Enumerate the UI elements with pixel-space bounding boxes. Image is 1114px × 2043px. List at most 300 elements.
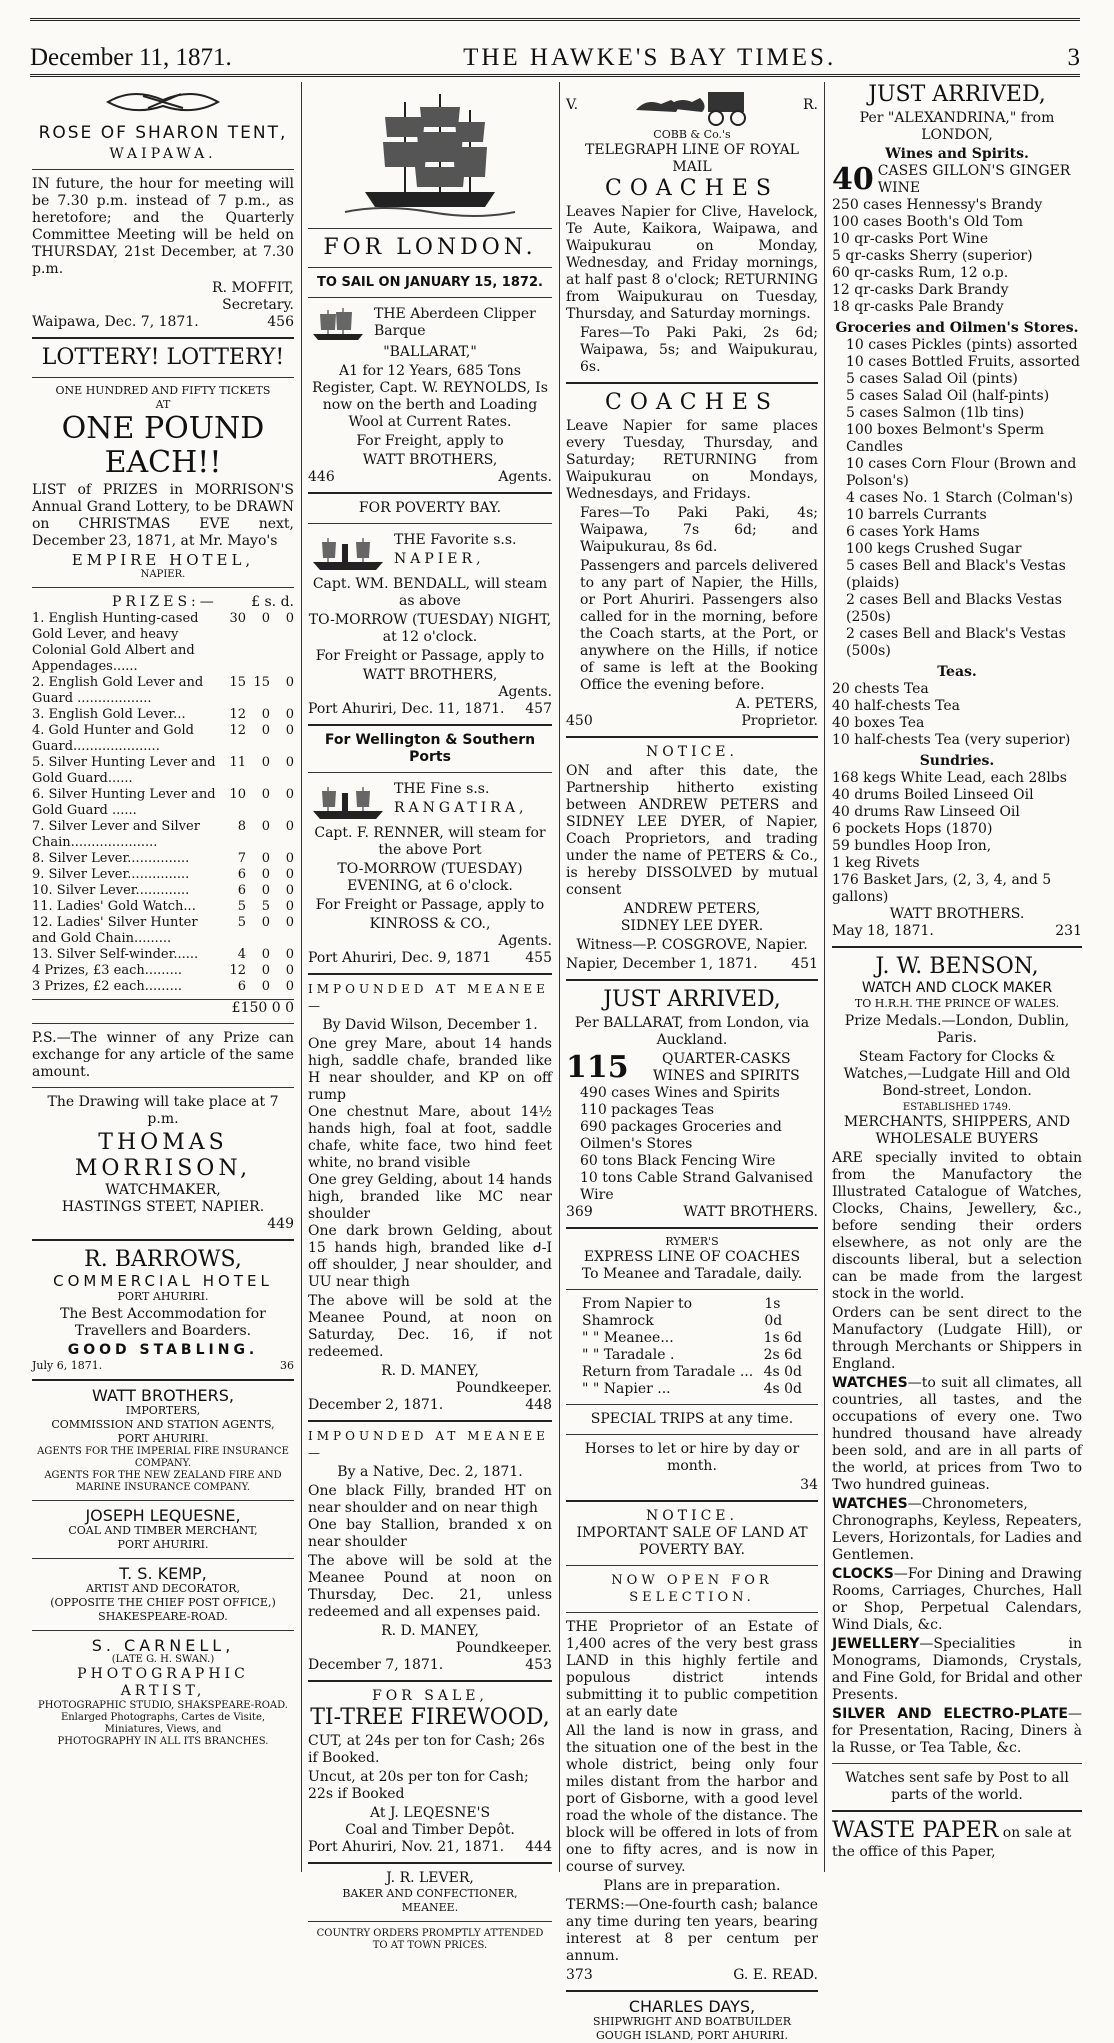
drawing-time: The Drawing will take place at 7 p.m. (47, 1094, 279, 1127)
prizes-heading: PRIZES:— (112, 594, 218, 610)
prize-pounds: 12 (229, 723, 246, 738)
ad-title: JUST ARRIVED, (603, 987, 781, 1012)
ad-title: FOR POVERTY BAY. (358, 500, 502, 516)
goods-item: 2 cases Bell and Black's Vestas (500s) (846, 626, 1066, 659)
page-number: 3 (1067, 44, 1080, 71)
signer-role: Poundkeeper. (455, 1640, 552, 1656)
goods-item: 6 cases York Hams (846, 524, 980, 540)
masthead-rule (30, 74, 1080, 77)
ad-number: 456 (267, 314, 294, 330)
lottery-title: LOTTERY! LOTTERY! (41, 345, 285, 370)
freight-line: For Freight, apply to (356, 433, 504, 449)
fare-price: 4s 0d (763, 1381, 802, 1397)
ship-name: "BALLARAT," (383, 344, 477, 360)
prize-row (32, 723, 294, 755)
agent-name: WATT BROTHERS. (889, 906, 1025, 922)
notice-by: By a Native, Dec. 2, 1871. (337, 1464, 523, 1480)
special-trips: SPECIAL TRIPS at any time. (590, 1411, 794, 1427)
tickets-line: ONE HUNDRED AND FIFTY TICKETS (55, 384, 271, 397)
prize-pounds: 4 (237, 947, 246, 962)
ad-body: Capt. F. RENNER, will steam for the above Port (314, 825, 546, 858)
freight-line: For Freight or Passage, apply to (315, 897, 545, 913)
category-text: —Specialities in Monograms, Diamonds, Crystals, and Fine Gold, for Bridal and other Presents. (832, 1636, 1082, 1703)
lequesne-card (32, 1507, 294, 1552)
card-line: PORT AHURIRI. (117, 1538, 209, 1551)
fare-row (582, 1381, 802, 1398)
card-line: COAL AND TIMBER MERCHANT, (68, 1524, 258, 1537)
fare-route: From Napier to Shamrock (582, 1296, 693, 1329)
category-label: CLOCKS (832, 1566, 894, 1582)
hotel-place: PORT AHURIRI. (117, 1290, 209, 1303)
price-line: CUT, at 24s per ton for Cash; 26s if Booked. (308, 1733, 545, 1766)
prize-shillings: 15 (253, 675, 270, 690)
card-line: (OPPOSITE THE CHIEF POST OFFICE,) (50, 1596, 276, 1609)
quantity-figure: 40 (832, 162, 874, 197)
prize-pence: 0 (285, 867, 294, 882)
cobb-coaches-ad (566, 82, 818, 376)
ad-number: 455 (525, 950, 552, 966)
dissolution-notice (566, 744, 818, 973)
prize-pounds: 6 (237, 867, 246, 882)
prize-shillings: 0 (261, 851, 270, 866)
card-line: (LATE G. H. SWAN.) (111, 1654, 215, 1665)
goods-item: 10 cases Bottled Fruits, assorted (846, 354, 1081, 370)
prize-pounds: 7 (237, 851, 246, 866)
prize-total: £150 0 0 (32, 999, 294, 1017)
prize-pounds: 15 (229, 675, 246, 690)
ad-body: ARE specially invited to obtain from the Manufactory the Illustrated Catalogue of Watches, Clocks, Chains, Jewellery, &c., before sending their orders elsewhere, as not only are the discounts liberal, but a selection can be made from the largest stock in the world. (832, 1150, 1082, 1302)
orders-line: Orders can be sent direct to the Manufactory (Ludgate Hill), or through Merchants or Shippers in England. (832, 1305, 1082, 1372)
freight-line: For Freight or Passage, apply to (315, 648, 545, 664)
wellington-ad (308, 732, 552, 967)
benson-ad (832, 954, 1082, 1804)
prize-pence: 0 (285, 915, 294, 930)
ad-number: 453 (525, 1657, 552, 1673)
goods-item: 12 qr-casks Dark Brandy (832, 282, 1009, 298)
prize-row (32, 819, 294, 851)
agent-role: Agents. (498, 933, 552, 949)
prize-shillings: 0 (261, 883, 270, 898)
ad-number: 36 (280, 1359, 294, 1372)
terms: TERMS:—One-fourth cash; balance any time during ten years, bearing interest at 8 per centum per annum. (566, 1897, 818, 1964)
fare-route: " " Meanee... (582, 1330, 674, 1346)
prize-description: 2. English Gold Lever and Guard .................. (32, 675, 204, 706)
dateline: Waipawa, Dec. 7, 1871. (32, 314, 199, 330)
coach-line: TELEGRAPH LINE OF ROYAL MAIL (585, 142, 799, 175)
ship-class: THE Favorite s.s. (394, 532, 517, 548)
goods-item: 40 boxes Tea (832, 715, 925, 731)
prize-row (32, 611, 294, 675)
prize-shillings: 0 (261, 867, 270, 882)
fares: Fares—To Paki Paki, 4s; Waipawa, 7s 6d; and Waipukurau, 8s 6d. (580, 505, 818, 555)
steamship-icon (308, 779, 388, 823)
ad-number: 449 (267, 1216, 294, 1232)
column-2 (308, 82, 552, 1951)
carnell-card (32, 1637, 294, 1748)
just-arrived-ballarat-ad (566, 987, 818, 1221)
goods-item: 110 packages Teas (580, 1102, 715, 1118)
ad-title: For Wellington & Southern Ports (324, 732, 536, 765)
prize-row (32, 883, 294, 899)
goods-item: 59 bundles Hoop Iron, (832, 838, 992, 854)
section-heading: Wines and Spirits. (885, 146, 1029, 162)
notice-title: NOTICE. (646, 1508, 738, 1524)
dateline: July 6, 1871. (32, 1359, 103, 1372)
prize-shillings: 0 (261, 611, 270, 626)
column-4 (832, 82, 1082, 1872)
card-line: AGENTS FOR THE IMPERIAL FIRE INSURANCE COMPANY. (37, 1446, 289, 1469)
card-line: AGENTS FOR THE NEW ZEALAND FIRE AND MARINE INSURANCE COMPANY. (44, 1470, 282, 1493)
prize-shillings: 0 (261, 819, 270, 834)
royal-cipher-right: R. (803, 96, 818, 113)
prize-pounds: 30 (229, 611, 246, 626)
fare-route: " " Taradale . (582, 1347, 675, 1363)
fare-row (582, 1296, 802, 1330)
prize-description: 5. Silver Hunting Lever and Gold Guard...... (32, 755, 216, 786)
prize-shillings: 0 (261, 915, 270, 930)
dateline: Port Ahuriri, Dec. 9, 1871 (308, 950, 492, 966)
prize-shillings: 0 (261, 787, 270, 802)
goods-item: 4 cases No. 1 Starch (Colman's) (846, 490, 1074, 506)
fare-price: 4s 0d (763, 1364, 802, 1380)
column-1 (32, 82, 294, 1872)
category-text: —for Presentation, Racing, Diners à la Russe, or Tea Table, &c. (832, 1706, 1082, 1756)
masthead (30, 18, 1080, 76)
firewood-ad (308, 1688, 552, 1856)
sale-terms: The above will be sold at the Meanee Pound, at noon on Saturday, Dec. 16, if not redeemed. (308, 1293, 552, 1360)
prize-row (32, 851, 294, 867)
ad-number: 446 (308, 469, 335, 485)
prize-description: 7. Silver Lever and Silver Chain..................... (32, 819, 200, 850)
goods-item: 168 kegs White Lead, each 28lbs (832, 770, 1067, 786)
ad-subtitle: To Meanee and Taradale, daily. (581, 1266, 803, 1282)
ship-class: THE Fine s.s. (394, 781, 490, 797)
seller: At J. LEQESNE'S (369, 1805, 491, 1821)
london-shipping-ad (308, 82, 552, 486)
ad-body: on sale at the office of this Paper, (832, 1825, 1072, 1860)
dateline: Port Ahuriri, Nov. 21, 1871. (308, 1839, 505, 1855)
card-line: SHIPWRIGHT AND BOATBUILDER (592, 2015, 792, 2028)
prize-shillings: 0 (261, 979, 270, 994)
goods-item: 176 Basket Jars, (2, 3, 4, and 5 gallons) (832, 872, 1052, 905)
impounded-item: One chestnut Mare, about 14½ hands high, foal at foot, saddle chafe, white face, two hind feet white, no brand visible (308, 1104, 552, 1171)
signer: R. D. MANEY, (381, 1623, 479, 1639)
prize-description: 3 Prizes, £2 each......... (32, 979, 182, 994)
goods-item: 1 keg Rivets (832, 855, 920, 871)
prize-description: 8. Silver Lever............... (32, 851, 190, 866)
prize-table (32, 611, 294, 995)
category-text: —For Dining and Drawing Rooms, Carriages, Churches, Hall or Shop, Perpetual Calendars, Wind Dials, &c. (832, 1566, 1082, 1633)
goods-item: 5 cases Bell and Black's Vestas (plaids) (846, 558, 1066, 591)
notice-by: By David Wilson, December 1. (322, 1017, 538, 1033)
ad-number: 457 (525, 701, 552, 717)
prize-pence: 0 (285, 675, 294, 690)
price-line: Uncut, at 20s per ton for Cash; 22s if Booked (308, 1769, 529, 1802)
goods-item: 100 cases Booth's Old Tom (832, 214, 1024, 230)
goods-item: 5 cases Salmon (1lb tins) (846, 405, 1025, 421)
notice-title: NOTICE. (646, 744, 738, 760)
category-text: —to suit all climates, all countries, all tastes, and the occupations of every one. Two hundred thousand have already been sold, and are in all parts of the world, at prices from Two to Two hundred guineas. (832, 1375, 1082, 1493)
ad-title: WASTE PAPER (832, 1818, 999, 1843)
goods-item: 6 pockets Hops (1870) (832, 821, 993, 837)
prize-description: 6. Silver Hunting Lever and Gold Guard ...... (32, 787, 216, 818)
wines-list (832, 197, 1082, 316)
lottery-ad (32, 345, 294, 1233)
fare-route: " " Napier ... (582, 1381, 671, 1397)
trade-line: WATCH AND CLOCK MAKER (861, 980, 1053, 996)
agent-name: KINROSS & CO., (369, 916, 491, 932)
card-name: J. R. LEVER, (386, 1870, 474, 1886)
goods-item: 10 barrels Currants (846, 507, 987, 523)
small-ship-icon (308, 304, 368, 344)
ad-number: 450 (566, 713, 593, 729)
dateline: May 18, 1871. (832, 923, 934, 939)
column-divider (559, 82, 560, 1872)
prize-shillings: 0 (261, 963, 270, 978)
category-label: JEWELLERY (832, 1636, 920, 1652)
ad-title: TI-TREE FIREWOOD, (310, 1705, 550, 1730)
agent-name: WATT BROTHERS, (362, 452, 498, 468)
coach-owner: COBB & Co.'s (653, 128, 731, 141)
prize-pence: 0 (285, 979, 294, 994)
watt-brothers-card (32, 1387, 294, 1494)
column-divider (824, 82, 825, 1872)
sale-heading: FOR SALE, (372, 1688, 488, 1704)
ad-number: 34 (800, 1477, 818, 1493)
notice-body: All the land is now in grass, and the situation one of the best in the whole district, being only four miles distant from the harbor and port of Gisborne, with a good level road the whole of the distance. The block will be offered in lots of from one to fifty acres, and is now in course of survey. (566, 1723, 818, 1875)
goods-item: 10 qr-casks Port Wine (832, 231, 989, 247)
goods-item: 40 half-chests Tea (832, 698, 960, 714)
prize-pence: 0 (285, 899, 294, 914)
card-line: MEANEE. (401, 1901, 459, 1914)
prize-shillings: 5 (261, 899, 270, 914)
lottery-ps: P.S.—The winner of any Prize can exchange for any article of the same amount. (32, 1030, 294, 1080)
quantity-figure: 115 (566, 1050, 629, 1085)
prize-pence: 0 (285, 963, 294, 978)
section-heading: Teas. (937, 664, 977, 680)
ad-body: Leaves Napier for Clive, Havelock, Te Aute, Kaikora, Waipawa, and Waipukurau on Monday, Wednesday, and Friday mornings, at half past 8 o'clock; RETURNING from Waipukurau on Tuesday, Thursday, and Saturday mornings. (566, 204, 818, 322)
prize-row (32, 755, 294, 787)
fare-route: Return from Taradale ... (582, 1364, 754, 1380)
ship-line: Per "ALEXANDRINA," from LONDON, (859, 110, 1055, 143)
prize-shillings: 0 (261, 755, 270, 770)
hotel-name: EMPIRE HOTEL, (71, 551, 255, 569)
prize-pounds: 5 (237, 899, 246, 914)
prize-pounds: 10 (229, 787, 246, 802)
hotel-name: COMMERCIAL HOTEL (53, 1272, 273, 1290)
column-3 (566, 82, 818, 2042)
signer-role: Secretary. (222, 297, 294, 313)
prize-pounds: 6 (237, 883, 246, 898)
prize-pence: 0 (285, 883, 294, 898)
agent-name: WATT BROTHERS. (683, 1204, 818, 1220)
plans-line: Plans are in preparation. (603, 1878, 781, 1894)
prize-pounds: 11 (229, 755, 246, 770)
ship-name: NAPIER, (394, 551, 485, 567)
card-line: ARTIST AND DECORATOR, (85, 1582, 240, 1595)
ad-number: 448 (525, 1397, 552, 1413)
goods-item: 490 cases Wines and Spirits (580, 1085, 780, 1101)
prize-pounds: 12 (229, 963, 246, 978)
royal-cipher-left: V. (566, 96, 579, 113)
prize-pence: 0 (285, 947, 294, 962)
rymers-coaches-ad (566, 1235, 818, 1494)
card-name: T. S. KEMP, (119, 1564, 207, 1583)
agent-role: Agents. (498, 684, 552, 700)
ad-number: 231 (1055, 923, 1082, 939)
goods-item: 100 kegs Crushed Sugar (846, 541, 1022, 557)
signer: R. D. MANEY, (381, 1363, 479, 1379)
signer: SIDNEY LEE DYER. (620, 918, 764, 934)
fare-row (582, 1330, 802, 1347)
prize-description: 12. Ladies' Silver Hunter and Gold Chain......... (32, 915, 198, 946)
audience-line: MERCHANTS, SHIPPERS, AND WHOLESALE BUYERS (843, 1114, 1071, 1147)
card-line: SHAKESPEARE-ROAD. (98, 1610, 228, 1623)
impounded-list (308, 1483, 552, 1551)
notice-body: ON and after this date, the Partnership hitherto existing between ANDREW PETERS and SIDNEY LEE DYER, of Napier, Coach Proprietors, and trading under the name of PETERS & Co., is hereby DISSOLVED by mutual consent (566, 763, 818, 898)
prize-description: 11. Ladies' Gold Watch... (32, 899, 196, 914)
established: ESTABLISHED 1749. (902, 1102, 1012, 1113)
signer: A. PETERS, (735, 696, 818, 712)
notice-title: IMPOUNDED AT MEANEE— (308, 1429, 549, 1460)
goods-item: 40 drums Boiled Linseed Oil (832, 787, 1034, 803)
category-label: WATCHES (832, 1496, 908, 1512)
card-line: BAKER AND CONFECTIONER, (342, 1887, 518, 1900)
dateline: December 7, 1871. (308, 1657, 444, 1673)
ad-body: A1 for 12 Years, 685 Tons Register, Capt. W. REYNOLDS, Is now on the berth and Loading Wool at Current Rates. (312, 363, 548, 430)
dateline: Napier, December 1, 1871. (566, 956, 758, 972)
prize-description: 13. Silver Self-winder...... (32, 947, 199, 962)
dateline: Port Ahuriri, Dec. 11, 1871. (308, 701, 505, 717)
card-name: CHARLES DAYS, (628, 1997, 756, 2016)
at-line: AT (155, 398, 171, 411)
lottery-body: LIST of PRIZES in MORRISON'S Annual Grand Lottery, to be DRAWN on CHRISTMAS EVE next, December 23, 1871, at Mr. Mayo's (32, 482, 294, 549)
impounded-item: One grey Gelding, about 14 hands high, branded like MC near shoulder (308, 1172, 552, 1222)
quantity-label: CASES GILLON'S GINGER WINE (877, 163, 1071, 196)
fare-table (566, 1296, 818, 1398)
signer-role: Poundkeeper. (455, 1380, 552, 1396)
prize-pounds: 8 (237, 819, 246, 834)
signer: R. MOFFIT, (212, 280, 294, 296)
prize-pence: 0 (285, 819, 294, 834)
goods-item: 5 cases Salad Oil (half-pints) (846, 388, 1050, 404)
prize-row (32, 963, 294, 979)
fare-price: 1s 0d (764, 1296, 783, 1329)
notice-headline: IMPORTANT SALE OF LAND AT POVERTY BAY. (576, 1525, 808, 1558)
land-sale-notice (566, 1508, 818, 1984)
prize-row (32, 915, 294, 947)
groceries-list (832, 337, 1082, 660)
rose-of-sharon-ad (32, 82, 294, 331)
prize-row (32, 979, 294, 995)
lever-card (308, 1870, 552, 1952)
card-line: PHOTOGRAPHY IN ALL ITS BRANCHES. (57, 1736, 269, 1747)
ad-body: Leave Napier for same places every Tuesday, Thursday, and Saturday; RETURNING from Waipukurau on Mondays, Wednesdays, and Fridays. (566, 418, 818, 502)
signer: G. E. READ. (733, 1967, 818, 1983)
goods-item: 10 cases Pickles (pints) assorted (846, 337, 1078, 353)
prize-description: 1. English Hunting-cased Gold Lever, and heavy Colonial Gold Albert and Appendages...... (32, 611, 199, 674)
signer-role: Proprietor. (741, 713, 818, 729)
goods-item: 40 drums Raw Linseed Oil (832, 804, 1020, 820)
fare-price: 2s 6d (763, 1347, 802, 1363)
card-line: PHOTOGRAPHIC STUDIO, SHAKSPEARE-ROAD. (38, 1700, 288, 1711)
coaches-ad (566, 390, 818, 730)
ship-line: Per BALLARAT, from London, via Auckland. (574, 1015, 810, 1048)
goods-item: 690 packages Groceries and Oilmen's Stores (580, 1119, 782, 1152)
card-line: COMMISSION AND STATION AGENTS, (51, 1418, 275, 1431)
barrows-ad (32, 1247, 294, 1373)
kemp-card (32, 1565, 294, 1624)
fare-row (582, 1347, 802, 1364)
prize-pence: 0 (285, 723, 294, 738)
ad-title: COACHES (605, 390, 779, 415)
selection-open: NOW OPEN FOR SELECTION. (611, 1573, 773, 1605)
goods-item: 5 qr-casks Sherry (superior) (832, 248, 1033, 264)
appointment-line: TO H.R.H. THE PRINCE OF WALES. (854, 997, 1060, 1010)
currency-heading: £ s. d. (251, 594, 294, 610)
goods-item: 60 tons Black Fencing Wire (580, 1153, 776, 1169)
impounded-item: One bay Stallion, branded x on near shoulder (308, 1517, 552, 1550)
goods-item: 250 cases Hennessy's Brandy (832, 197, 1043, 213)
poverty-bay-ad (308, 500, 552, 718)
sundries-list (832, 770, 1082, 906)
goods-list (566, 1085, 818, 1204)
seller-place: Coal and Timber Depôt. (345, 1822, 515, 1838)
fares: Fares—To Paki Paki, 2s 6d; Waipawa, 5s; and Waipukurau, 6s. (580, 325, 818, 375)
prize-row (32, 675, 294, 707)
price-headline: ONE POUND EACH!! (61, 411, 265, 480)
teas-list (832, 681, 1082, 749)
prize-shillings: 0 (261, 723, 270, 738)
ad-title: ROSE OF SHARON TENT, (38, 123, 288, 143)
clipper-ship-icon (345, 82, 515, 222)
coach-and-horses-icon (626, 82, 756, 128)
impounded-notice-2 (308, 1428, 552, 1674)
factory-line: Steam Factory for Clocks & Watches,—Ludgate Hill and Old Bond-street, London. (843, 1049, 1071, 1099)
just-arrived-alexandrina-ad (832, 82, 1082, 940)
hotel-town: NAPIER. (140, 569, 186, 580)
card-name: JOSEPH LEQUESNE, (85, 1506, 241, 1525)
goods-item: 20 chests Tea (832, 681, 929, 697)
steamship-icon (308, 530, 388, 574)
horses-line: Horses to let or hire by day or month. (584, 1441, 800, 1474)
top-rule (30, 18, 1080, 21)
goods-item: 18 qr-casks Pale Brandy (832, 299, 1004, 315)
passenger-info: Passengers and parcels delivered to any part of Napier, the Hills, or Port Ahuriri. Passengers also called for in the morning, before the Coach starts, at the Port, or anywhere on the Hills, if notice of same is left at the Booking Office the evening before. (580, 558, 818, 693)
ad-number: 369 (566, 1204, 593, 1220)
ad-body: Capt. WM. BENDALL, will steam as above (312, 576, 548, 609)
prize-pence: 0 (285, 755, 294, 770)
prize-row (32, 947, 294, 963)
issue-date: December 11, 1871. (30, 44, 232, 71)
witness: Witness—P. COSGROVE, Napier. (576, 937, 808, 953)
sail-time: TO-MORROW (TUESDAY) EVENING, at 6 o'clock. (337, 861, 523, 894)
goods-item: 5 cases Salad Oil (pints) (846, 371, 1018, 387)
notice-body: THE Proprietor of an Estate of 1,400 acres of the very best grass LAND in this highly fertile and populous district intends submitting it to public competition at an early date (566, 1619, 818, 1720)
goods-item: 2 cases Bell and Blacks Vestas (250s) (846, 592, 1062, 625)
impounded-notice-1 (308, 981, 552, 1414)
prize-description: 3. English Gold Lever... (32, 707, 186, 722)
fare-row (582, 1364, 802, 1381)
prize-pence: 0 (285, 787, 294, 802)
goods-item: 10 cases Corn Flour (Brown and Polson's) (846, 456, 1077, 489)
card-name: WATT BROTHERS, (92, 1386, 234, 1405)
prize-pence: 0 (285, 707, 294, 722)
morrison-address: HASTINGS STEET, NAPIER. (61, 1199, 265, 1215)
signer: ANDREW PETERS, (623, 901, 761, 917)
sail-date: TO SAIL ON JANUARY 15, 1872. (317, 275, 543, 290)
clasped-hands-icon (103, 82, 223, 120)
